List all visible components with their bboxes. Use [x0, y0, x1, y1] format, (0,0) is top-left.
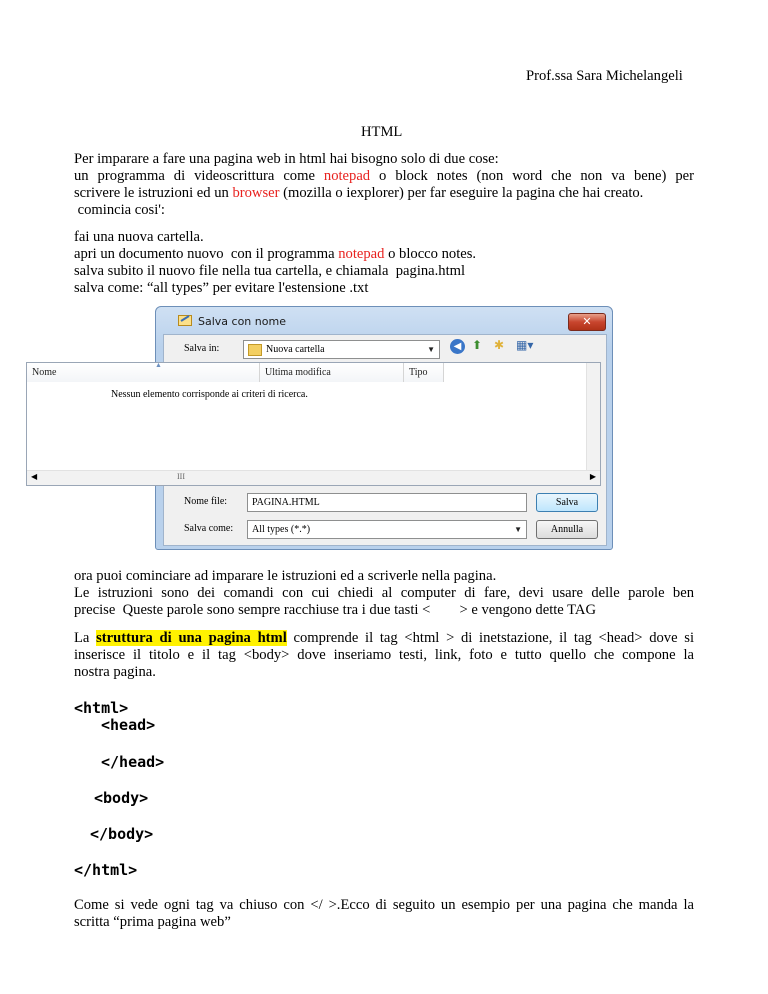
step-2 [74, 246, 476, 263]
chevron-down-icon: ▼ [427, 345, 435, 354]
para2-line-2: Le istruzioni sono dei comandi con cui chiedi al computer di fare, devi usare delle parole ben [74, 585, 694, 601]
horizontal-scrollbar[interactable] [27, 470, 600, 485]
intro-text: scrivere le istruzioni ed un [74, 185, 233, 201]
step-1: fai una nuova cartella. [74, 229, 204, 245]
intro-text: o block notes (non word che non va bene) per [370, 168, 694, 184]
page-title: HTML [361, 124, 403, 140]
filename-input[interactable] [247, 493, 527, 512]
para4-line-1: Come si vede ogni tag va chiuso con </ >.Ecco di seguito un esempio per una pagina che manda la [74, 897, 694, 913]
vertical-scrollbar[interactable] [586, 363, 600, 471]
intro-line-2 [74, 168, 694, 185]
step-3: salva subito il nuovo file nella tua cartella, e chiamala pagina.html [74, 263, 466, 279]
sort-arrow-icon: ▲ [155, 361, 162, 369]
intro-line-1: Per imparare a fare una pagina web in html hai bisogno solo di due cose: [74, 151, 499, 167]
code-body-close: </body> [90, 825, 154, 843]
step-text: apri un documento nuovo con il programma [74, 246, 339, 262]
browser-highlight: browser [232, 185, 280, 201]
save-button[interactable]: Salva [536, 493, 598, 512]
para2-line-3: precise Queste parole sono sempre racchiuse tra i due tasti < > e vengono dette TAG [74, 602, 596, 618]
code-html-open: <html> [74, 699, 129, 717]
intro-line-4: comincia cosi': [74, 202, 165, 218]
chevron-down-icon: ▼ [514, 525, 522, 534]
close-button[interactable]: ✕ [568, 313, 606, 331]
para3-text: comprende il tag <html > di inetstazione, il tag <head> dove si [286, 630, 694, 646]
code-head-open: <head> [101, 716, 156, 734]
scroll-grip: III [177, 472, 185, 481]
para3-text: La [74, 630, 97, 646]
intro-text: un programma di videoscrittura come [74, 168, 324, 184]
column-header-name[interactable] [27, 363, 260, 382]
intro-text: (mozilla o iexplorer) per far eseguire la pagina che hai creato. [279, 185, 644, 201]
notepad-highlight: notepad [338, 246, 385, 262]
filename-value: PAGINA.HTML [252, 497, 320, 508]
highlighted-phrase: struttura di una pagina html [96, 630, 287, 646]
cancel-button[interactable]: Annulla [536, 520, 598, 539]
step-4: salva come: “all types” per evitare l'estensione .txt [74, 280, 369, 296]
column-header-modified[interactable] [260, 363, 404, 382]
scroll-left-icon[interactable]: ◀ [31, 472, 38, 481]
column-header-type[interactable] [404, 363, 444, 382]
save-dialog-icon [178, 314, 192, 326]
save-in-combo[interactable] [243, 340, 440, 359]
para3-line-1 [74, 630, 694, 647]
column-modified-label: Ultima modifica [265, 367, 331, 378]
code-body-open: <body> [94, 789, 149, 807]
empty-list-message: Nessun elemento corrisponde ai criteri di ricerca. [111, 389, 308, 400]
intro-line-3 [74, 185, 643, 202]
folder-icon [248, 344, 262, 356]
step-text: o blocco notes. [384, 246, 477, 262]
column-name-label: Nome [32, 367, 57, 378]
column-type-label: Tipo [409, 367, 428, 378]
file-list[interactable] [26, 362, 601, 486]
savetype-select[interactable] [247, 520, 527, 539]
new-folder-icon[interactable]: ✱ [494, 338, 505, 352]
back-icon[interactable]: ◀ [450, 339, 465, 354]
para4-line-2: scritta “prima pagina web” [74, 914, 231, 930]
up-folder-icon[interactable]: ⬆ [472, 338, 483, 352]
code-head-close: </head> [101, 753, 165, 771]
save-in-value: Nuova cartella [266, 344, 325, 355]
scroll-right-icon[interactable]: ▶ [589, 472, 596, 481]
save-in-label: Salva in: [184, 343, 220, 354]
dialog-title: Salva con nome [198, 315, 286, 328]
savetype-label: Salva come: [184, 523, 234, 534]
view-menu-icon[interactable]: ▦▾ [516, 338, 534, 352]
para3-line-3: nostra pagina. [74, 664, 156, 680]
savetype-value: All types (*.*) [252, 524, 311, 535]
notepad-highlight: notepad [323, 168, 371, 184]
filename-label: Nome file: [184, 496, 228, 507]
code-html-close: </html> [74, 861, 138, 879]
author-header: Prof.ssa Sara Michelangeli [526, 68, 683, 84]
para2-line-1: ora puoi cominciare ad imparare le istruzioni ed a scriverle nella pagina. [74, 568, 497, 584]
para3-line-2: inserisce il titolo e il tag <body> dove inseriamo testi, link, foto e tutto quello che compone la [74, 647, 694, 663]
